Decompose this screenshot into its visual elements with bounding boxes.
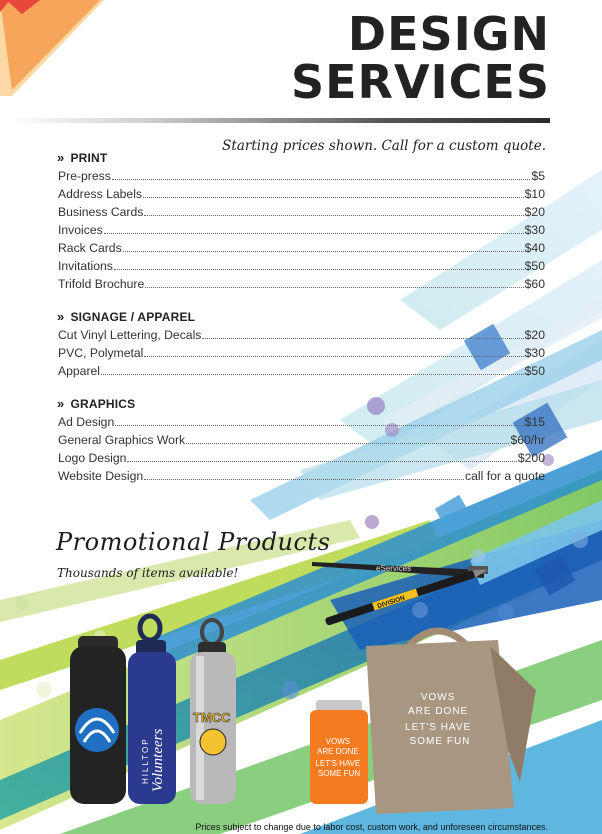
price-row: PVC, Polymetal $30: [58, 346, 545, 360]
bottle-black: [70, 636, 126, 804]
pen-imprint: DIVISION: [376, 594, 406, 611]
promo-subtitle: Thousands of items available!: [57, 566, 239, 580]
bottle-blue: [128, 616, 176, 804]
price-row: Trifold Brochure $60: [58, 277, 545, 291]
price-row: Apparel $50: [58, 364, 545, 378]
price-row: Rack Cards $40: [58, 241, 545, 255]
bottle-imprint: HILLTOP: [141, 737, 150, 784]
bottle-imprint: TMCC: [193, 710, 231, 725]
pen-imprint: eServices: [376, 564, 412, 573]
bottle-steel: [190, 620, 236, 804]
section-title-signage-apparel: » SIGNAGE / APPAREL: [57, 309, 196, 324]
tagline: Starting prices shown. Call for a custom quote.: [222, 138, 546, 154]
price-row: Logo Design $200: [58, 451, 545, 465]
koozie: [310, 700, 368, 804]
chevron-icon: »: [57, 150, 65, 165]
price-row: Invitations $50: [58, 259, 545, 273]
price-row: Pre-press $5: [58, 169, 545, 183]
header-divider: [10, 118, 550, 123]
promo-title: Promotional Products: [56, 528, 331, 556]
svg-text:VOWS ARE DONE: VOWS ARE DONE LET'S HAVE SOME FUN: [315, 737, 361, 778]
chevron-icon: »: [57, 396, 65, 411]
chevron-icon: »: [57, 309, 65, 324]
section-title-graphics: » GRAPHICS: [57, 396, 136, 411]
section-title-print: » PRINT: [57, 150, 108, 165]
price-row: Ad Design $15: [58, 415, 545, 429]
price-row: Address Labels $10: [58, 187, 545, 201]
corner-decoration: [0, 0, 104, 96]
promotional-products-image: [0, 540, 602, 834]
disclaimer: Prices subject to change due to labor cost, custom work, and unforeseen circumstances.: [195, 822, 548, 832]
price-row: Business Cards $20: [58, 205, 545, 219]
price-row: Website Design call for a quote: [58, 469, 545, 483]
svg-text:VOWS ARE DONE: VOWS ARE DONE LET'S HAVE SOME FUN: [405, 692, 472, 747]
page-title-line-1: DESIGN: [347, 7, 550, 61]
price-row: Invoices $30: [58, 223, 545, 237]
pen-black-yellow: [325, 566, 489, 627]
page-title-line-2: SERVICES: [290, 55, 550, 109]
tote-bag: [366, 631, 536, 814]
price-row: General Graphics Work $60/hr: [58, 433, 545, 447]
price-row: Cut Vinyl Lettering, Decals $20: [58, 328, 545, 342]
bottle-imprint: Volunteers: [150, 728, 166, 792]
